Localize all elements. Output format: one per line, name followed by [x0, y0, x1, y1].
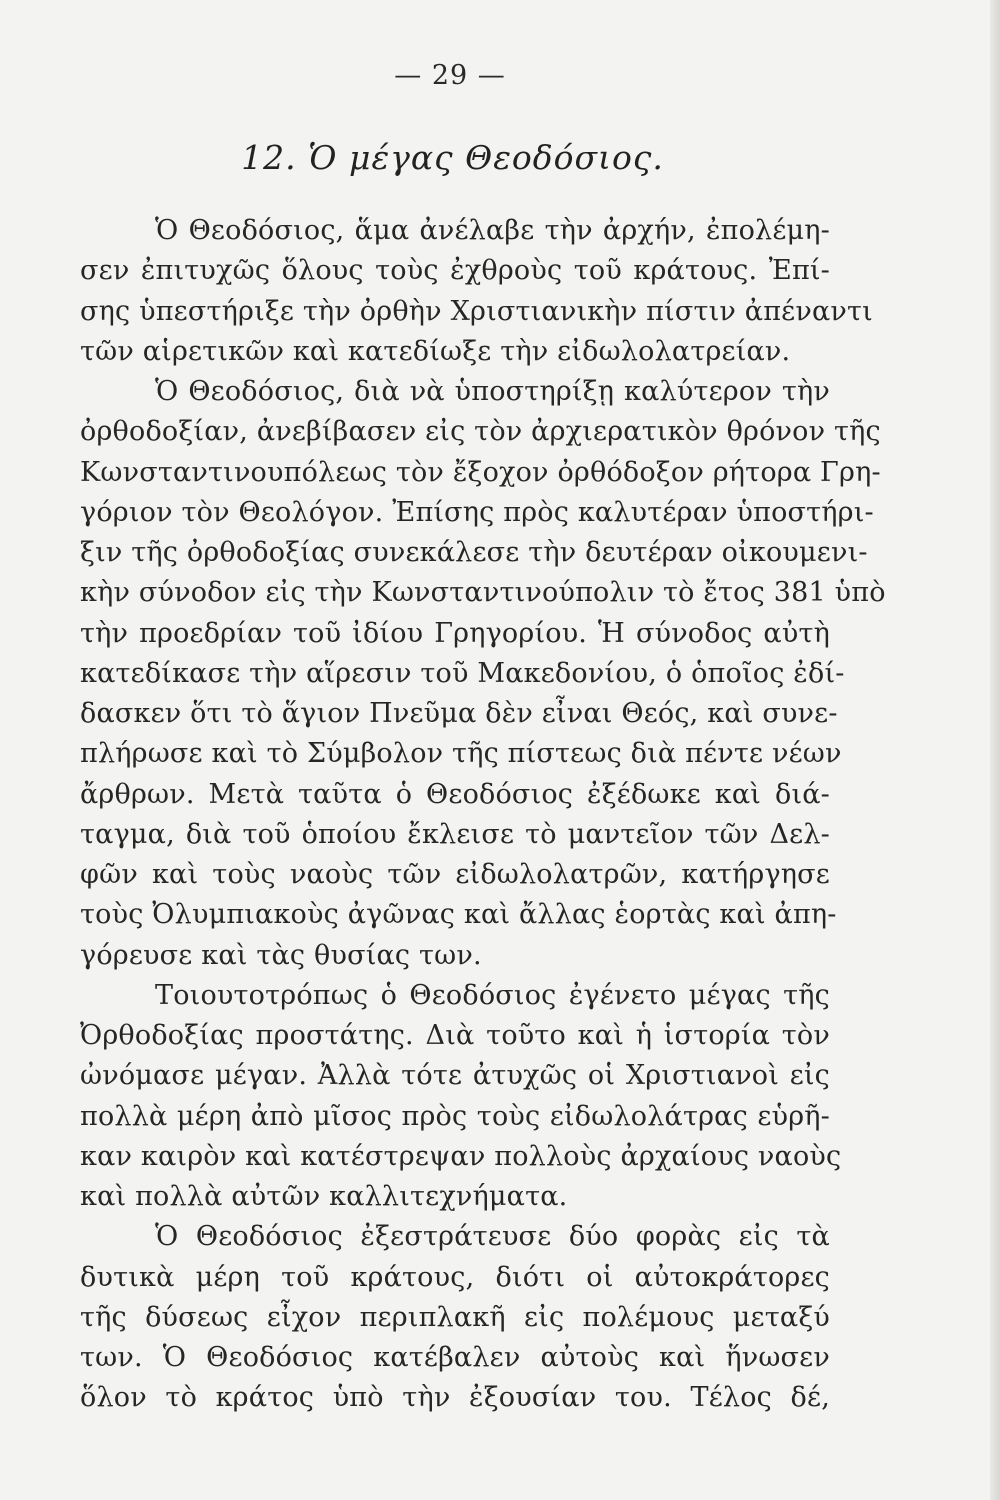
text-line: καν καιρὸν καὶ κατέστρεψαν πολλοὺς ἀρχαίους ναοὺς — [80, 1140, 842, 1172]
body-text — [80, 211, 886, 1419]
text-line: ὠνόμασε μέγαν. Ἀλλὰ τότε ἀτυχῶς οἱ Χριστιανοὶ εἰς — [80, 1060, 830, 1092]
text-line: κὴν σύνοδον εἰς τὴν Κωνσταντινούπολιν τὸ ἔτος 381 ὑπὸ — [80, 577, 886, 609]
page-number: — 29 — — [394, 60, 506, 91]
text-line: ὅλον τὸ κράτος ὑπὸ τὴν ἐξουσίαν του. Τέλος δέ, — [80, 1382, 830, 1414]
paragraph-3 — [80, 976, 842, 1218]
text-line: κατεδίκασε τὴν αἵρεσιν τοῦ Μακεδονίου, ὁ ὁποῖος ἐδί- — [80, 657, 845, 689]
text-line: Ὁ Θεοδόσιος ἐξεστράτευσε δύο φορὰς εἰς τὰ — [155, 1221, 830, 1253]
text-line: Τοιουτοτρόπως ὁ Θεοδόσιος ἐγένετο μέγας τῆς — [155, 979, 830, 1011]
text-line: τῶν αἱρετικῶν καὶ κατεδίωξε τὴν εἰδωλολατρείαν. — [80, 335, 791, 367]
text-line: των. Ὁ Θεοδόσιος κατέβαλεν αὐτοὺς καὶ ἥνωσεν — [80, 1342, 830, 1373]
chapter-title: 12. Ὁ μέγας Θεοδόσιος. — [241, 138, 664, 177]
text-line: Ὀρθοδοξίας προστάτης. Διὰ τοῦτο καὶ ἡ ἱστορία τὸν — [80, 1020, 830, 1051]
text-line: σης ὑπεστήριξε τὴν ὀρθὴν Χριστιανικὴν πίστιν ἀπέναντι — [80, 295, 873, 327]
text-line: τὴν προεδρίαν τοῦ ἰδίου Γρηγορίου. Ἡ σύνοδος αὐτὴ — [80, 617, 830, 649]
text-line: Ὁ Θεοδόσιος, ἅμα ἀνέλαβε τὴν ἀρχήν, ἐπολέμη- — [155, 215, 830, 246]
text-line: δυτικὰ μέρη τοῦ κράτους, διότι οἱ αὐτοκράτορες — [80, 1261, 830, 1293]
text-line: ξιν τῆς ὀρθοδοξίας συνεκάλεσε τὴν δευτέραν οἰκουμενι- — [80, 537, 868, 568]
text-line: Ὁ Θεοδόσιος, διὰ νὰ ὑποστηρίξῃ καλύτερον τὴν — [155, 376, 830, 407]
text-line: δασκεν ὅτι τὸ ἅγιον Πνεῦμα δὲν εἶναι Θεός, καὶ συνε- — [80, 698, 838, 729]
text-line: φῶν καὶ τοὺς ναοὺς τῶν εἰδωλολατρῶν, κατήργησε — [80, 859, 830, 890]
text-line: ἄρθρων. Μετὰ ταῦτα ὁ Θεοδόσιος ἐξέδωκε καὶ διά- — [80, 778, 830, 810]
text-line: Κωνσταντινουπόλεως τὸν ἔξοχον ὀρθόδοξον ρήτορα Γρη- — [80, 456, 881, 488]
paragraph-2 — [80, 372, 886, 976]
paragraph-1 — [80, 211, 873, 372]
text-line: σεν ἐπιτυχῶς ὅλους τοὺς ἐχθροὺς τοῦ κράτους. Ἐπί- — [80, 255, 830, 287]
text-line: τοὺς Ὀλυμπιακοὺς ἀγῶνας καὶ ἄλλας ἑορτὰς καὶ ἀπη- — [80, 899, 837, 931]
text-line: πολλὰ μέρη ἀπὸ μῖσος πρὸς τοὺς εἰδωλολάτρας εὑρῆ- — [80, 1100, 830, 1132]
paragraph-4 — [80, 1217, 830, 1418]
text-line: πλήρωσε καὶ τὸ Σύμβολον τῆς πίστεως διὰ πέντε νέων — [80, 738, 842, 770]
text-line: καὶ πολλὰ αὐτῶν καλλιτεχνήματα. — [80, 1181, 568, 1212]
text-line: γόρευσε καὶ τὰς θυσίας των. — [80, 939, 482, 971]
text-line: ὀρθοδοξίαν, ἀνεβίβασεν εἰς τὸν ἀρχιερατικὸν θρόνον τῆς — [80, 416, 881, 448]
text-line: γόριον τὸν Θεολόγον. Ἐπίσης πρὸς καλυτέραν ὑποστήρι- — [80, 496, 874, 528]
text-line: ταγμα, διὰ τοῦ ὁποίου ἔκλεισε τὸ μαντεῖον τῶν Δελ- — [80, 818, 830, 850]
page-edge — [990, 0, 1000, 1500]
text-line: τῆς δύσεως εἶχον περιπλακῆ εἰς πολέμους μεταξύ — [80, 1301, 830, 1333]
